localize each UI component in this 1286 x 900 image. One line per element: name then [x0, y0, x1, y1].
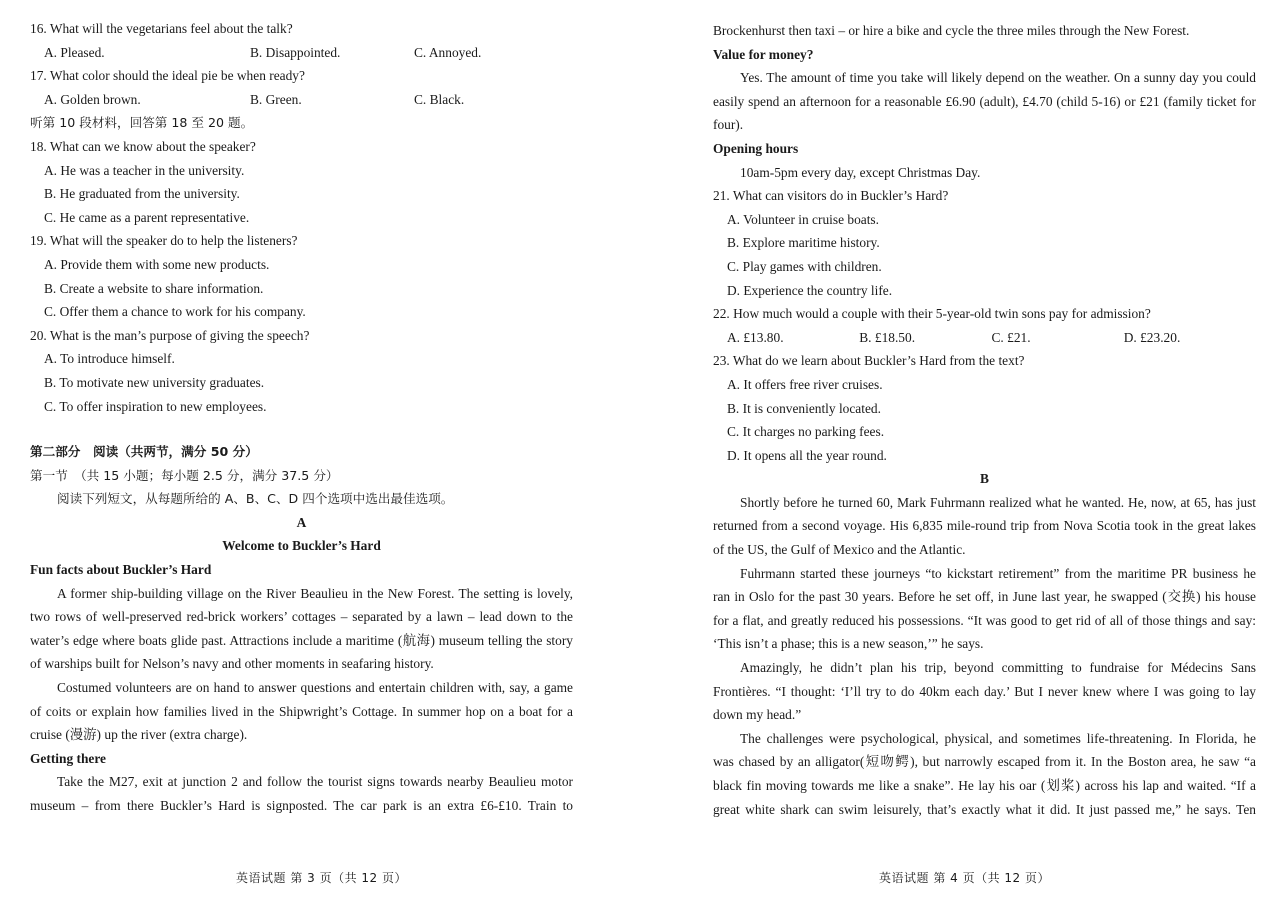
option-a: A. Pleased.	[44, 44, 105, 60]
question-16-stem: 16. What will the vegetarians feel about the talk?	[30, 21, 293, 36]
paragraph-line: Fuhrmann started these journeys “to kickstart retirement” from the maritime PR business he	[740, 565, 1256, 581]
passage-title: Welcome to Buckler’s Hard	[222, 538, 381, 554]
paragraph-line: Frontières. “I thought: ‘I’ll try to do 40km each day.’ But I never knew where I was going to lay	[713, 683, 1256, 699]
opening-hours-text: 10am-5pm every day, except Christmas Day.	[740, 164, 981, 180]
option-b: B. He graduated from the university.	[44, 186, 240, 202]
paragraph-line: Amazingly, he didn’t plan his trip, beyond committing to fundraise for Médecins Sans	[740, 660, 1256, 676]
option-b: B. Create a website to share information.	[44, 280, 264, 296]
section-one-heading: 第一节 （共 15 小题；每小题 2.5 分，满分 37.5 分）	[30, 467, 339, 483]
section-heading-getting-there: Getting there	[30, 750, 106, 766]
paragraph-line: four).	[713, 117, 744, 133]
paragraph-line: cruise (漫游) up the river (extra charge).	[30, 727, 248, 743]
paragraph-line: down my head.”	[713, 707, 802, 723]
question-23-stem: 23. What do we learn about Buckler’s Hard from the text?	[713, 353, 1025, 369]
paragraph-4	[713, 66, 1256, 137]
paragraph-line: of the US, the Gulf of Mexico and the Atlantic.	[713, 542, 966, 558]
paragraph-3	[30, 770, 573, 817]
option-a: A. He was a teacher in the university.	[44, 162, 245, 178]
option-c: C. Black.	[414, 91, 465, 107]
section-heading-value: Value for money?	[713, 46, 814, 62]
paragraph-line: ran in Oslo for the past 30 years. Before he set off, in June last year, he swapped (交换) his house	[713, 589, 1256, 605]
option-b: B. It is conveniently located.	[727, 400, 881, 416]
paragraph-line: two rows of well-preserved red-brick workers’ cottages – separated by a lawn – lead down to the	[30, 609, 573, 625]
paragraph-b4	[713, 727, 1256, 821]
paragraph-line: Shortly before he turned 60, Mark Fuhrmann realized what he wanted. He, now, at 65, has just	[740, 494, 1256, 510]
paragraph-b2	[713, 562, 1256, 656]
paragraph-1	[30, 582, 573, 676]
listening-instruction: 听第 10 段材料，回答第 18 至 20 题。	[30, 115, 254, 131]
option-b: B. Disappointed.	[250, 44, 341, 60]
paragraph-line: A former ship-building village on the River Beaulieu in the New Forest. The setting is lovely,	[57, 585, 573, 601]
option-c: C. Annoyed.	[414, 44, 482, 60]
paragraph-line: for a flat, and greatly reduced his possessions. “It was good to get rid of all of those things and say:	[713, 612, 1256, 628]
question-21-stem: 21. What can visitors do in Buckler’s Hard?	[713, 188, 949, 204]
option-c: C. Play games with children.	[727, 258, 882, 274]
section-heading-fun-facts: Fun facts about Buckler’s Hard	[30, 562, 212, 578]
paragraph-3-continued: Brockenhurst then taxi – or hire a bike and cycle the three miles through the New Forest.	[713, 23, 1190, 38]
paragraph-line: The challenges were psychological, physical, and sometimes life-threatening. In Florida, he	[740, 730, 1256, 746]
question-17-options	[30, 88, 573, 112]
question-16-options	[30, 41, 573, 65]
passage-letter-b: B	[980, 471, 989, 487]
option-b: B. Green.	[250, 91, 302, 107]
paragraph-line: ‘This isn’t a phase; this is a new season,’” he says.	[713, 636, 984, 652]
option-a: A. Provide them with some new products.	[44, 256, 270, 272]
paragraph-b3	[713, 656, 1256, 727]
passage-letter-a: A	[296, 514, 307, 530]
reading-instruction: 阅读下列短文，从每题所给的 A、B、C、D 四个选项中选出最佳选项。	[57, 491, 454, 507]
paragraph-b1	[713, 491, 1256, 562]
option-c: C. He came as a parent representative.	[44, 209, 250, 225]
paragraph-line: Take the M27, exit at junction 2 and follow the tourist signs towards nearby Beaulieu motor	[57, 774, 573, 790]
option-a: A. It offers free river cruises.	[727, 376, 883, 392]
option-a: A. Golden brown.	[44, 91, 141, 107]
question-18-stem: 18. What can we know about the speaker?	[30, 138, 256, 154]
question-17-stem: 17. What color should the ideal pie be when ready?	[30, 68, 305, 84]
part-two-heading: 第二部分 阅读（共两节，满分 50 分）	[30, 444, 258, 460]
page-footer-4: 英语试题 第 4 页（共 12 页）	[879, 871, 1050, 885]
paragraph-line: museum – from there Buckler’s Hard is signposted. The car park is an extra £6-£10. Train to	[30, 798, 573, 813]
paragraph-2	[30, 676, 573, 747]
paragraph-line: water’s edge where boats glide past. Attractions include a maritime (航海) museum telling the story	[30, 632, 573, 648]
section-heading-opening-hours: Opening hours	[713, 140, 799, 156]
paragraph-line: of coits or explain how families lived in the Shipwright’s Cottage. In summer hop on a boat for a	[30, 703, 573, 719]
paragraph-line: easily spend an afternoon for a reasonable £6.90 (adult), £4.70 (child 5-16) or £21 (family ticket for	[713, 93, 1256, 109]
question-19-stem: 19. What will the speaker do to help the listeners?	[30, 233, 298, 249]
option-c: C. It charges no parking fees.	[727, 424, 885, 440]
question-22-stem: 22. How much would a couple with their 5-year-old twin sons pay for admission?	[713, 306, 1151, 322]
option-b: B. To motivate new university graduates.	[44, 374, 265, 390]
paragraph-line: Costumed volunteers are on hand to answer questions and entertain children with, say, a game	[57, 680, 573, 696]
option-a: A. Volunteer in cruise boats.	[727, 211, 879, 227]
option-c: C. Offer them a chance to work for his company.	[44, 304, 306, 320]
paragraph-line: of warships built for Nelson’s navy and other moments in seafaring history.	[30, 656, 434, 672]
option-a: A. To introduce himself.	[44, 351, 175, 367]
paragraph-line: was chased by an alligator(短吻鳄), but narrowly escaped from it. In the Boston area, he saw “a	[713, 754, 1256, 770]
option-d: D. It opens all the year round.	[727, 447, 887, 463]
option-c: C. £21.	[991, 329, 1031, 345]
paragraph-line: great white shark can swim leisurely, that’s exactly what it did. It just passed me,” he says. Ten	[713, 801, 1256, 817]
question-22-options	[713, 326, 1256, 350]
option-d: D. £23.20.	[1123, 329, 1181, 345]
paragraph-line: Yes. The amount of time you take will likely depend on the weather. On a sunny day you could	[740, 70, 1256, 86]
question-20-stem: 20. What is the man’s purpose of giving the speech?	[30, 327, 310, 343]
option-c: C. To offer inspiration to new employees.	[44, 398, 267, 414]
paragraph-line: black fin moving towards me like a snake”. He lay his oar (划桨) across his lap and waited. “If a	[713, 778, 1256, 793]
option-d: D. Experience the country life.	[727, 282, 893, 298]
option-a: A. £13.80.	[727, 329, 784, 345]
page-footer-3: 英语试题 第 3 页（共 12 页）	[236, 871, 407, 885]
paragraph-line: returned from a second voyage. His 6,835 mile-round trip from Nova Scotia took in the great lakes	[713, 518, 1256, 534]
option-b: B. £18.50.	[859, 329, 916, 345]
option-b: B. Explore maritime history.	[727, 235, 880, 251]
page-4	[643, 0, 1286, 900]
